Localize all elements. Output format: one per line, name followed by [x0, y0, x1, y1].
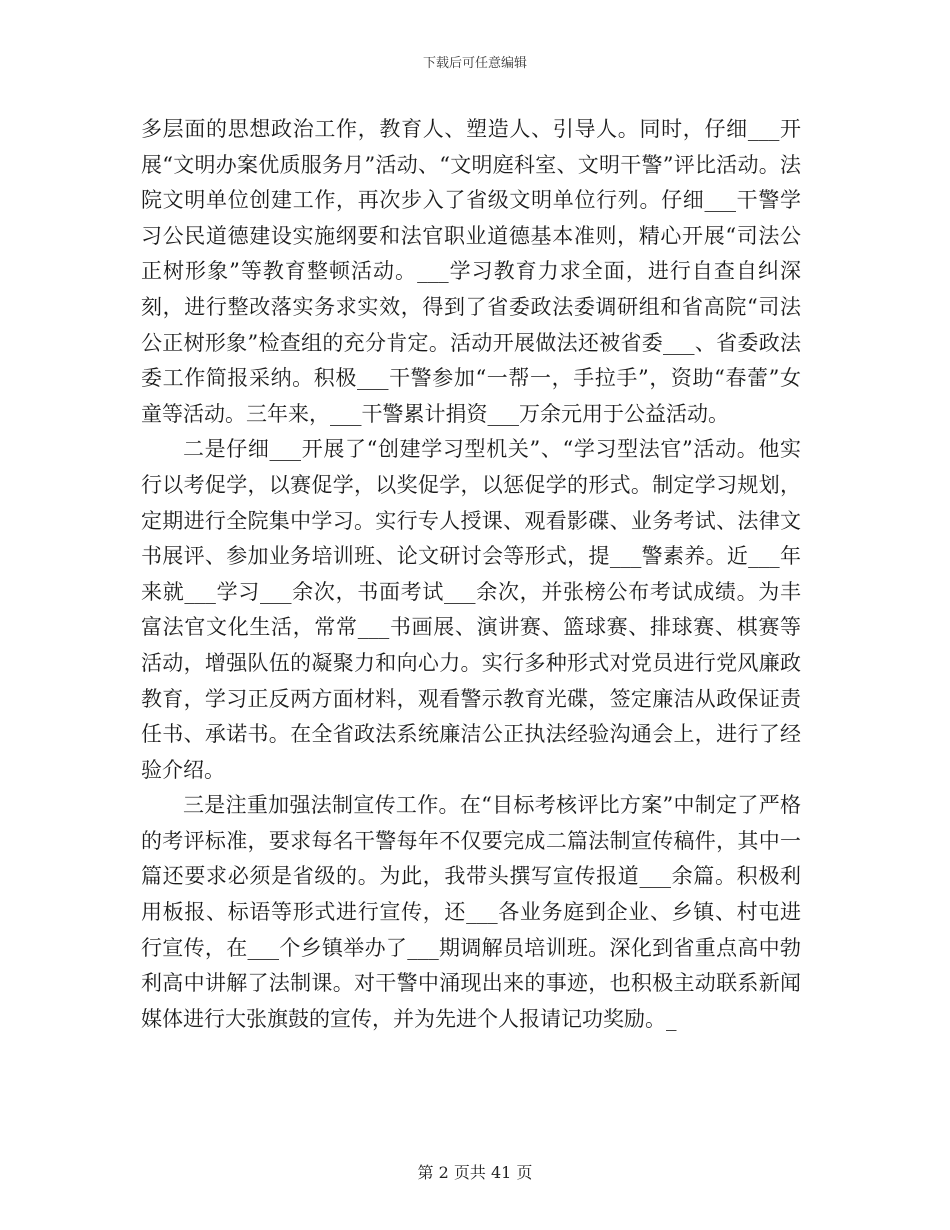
paragraph-2: 二是仔细___开展了“创建学习型机关”、“学习型法官”活动。他实行以考促学，以赛促学，以奖促学，以惩促学的形式。制定学习规划，定期进行全院集中学习。实行专人授课、观看影碟、业务考试、法律文书展评、参加业务培训班、论文研讨会等形式，提___警素养。近___年来就___学习___余次，书面考试___余次，并张榜公布考试成绩。为丰富法官文化生活，常常___书画展、演讲赛、篮球赛、排球赛、棋赛等活动，增强队伍的凝聚力和向心力。实行多种形式对党员进行党风廉政教育，学习正反两方面材料，观看警示教育光碟，签定廉洁从政保证责任书、承诺书。在全省政法系统廉洁公正执法经验沟通会上，进行了经验介绍。: [141, 437, 801, 782]
page-header: 下载后可任意编辑: [422, 56, 527, 71]
page-number: 第 2 页共 41 页: [417, 1163, 533, 1182]
document-body: [141, 112, 801, 1037]
paragraph-3: 三是注重加强法制宣传工作。在“目标考核评比方案”中制定了严格的考评标准，要求每名干警每年不仅要完成二篇法制宣传稿件，其中一篇还要求必须是省级的。为此，我带头撰写宣传报道___余篇。积极利用板报、标语等形式进行宣传，还___各业务庭到企业、乡镇、村屯进行宣传，在___个乡镇举办了___期调解员培训班。深化到省重点高中勃利高中讲解了法制课。对干警中涌现出来的事迹，也积极主动联系新闻媒体进行大张旗鼓的宣传，并为先进个人报请记功奖励。_: [141, 793, 801, 1031]
paragraph-1: 多层面的思想政治工作，教育人、塑造人、引导人。同时，仔细___开展“文明办案优质服务月”活动、“文明庭科室、文明干警”评比活动。法院文明单位创建工作，再次步入了省级文明单位行列。仔细___干警学习公民道德建设实施纲要和法官职业道德基本准则，精心开展“司法公正树形象”等教育整顿活动。___学习教育力求全面，进行自查自纠深刻，进行整改落实务求实效，得到了省委政法委调研组和省高院“司法公正树形象”检查组的充分肯定。活动开展做法还被省委___、省委政法委工作简报采纳。积极___干警参加“一帮一，手拉手”，资助“春蕾”女童等活动。三年来，___干警累计捐资___万余元用于公益活动。: [141, 117, 801, 426]
